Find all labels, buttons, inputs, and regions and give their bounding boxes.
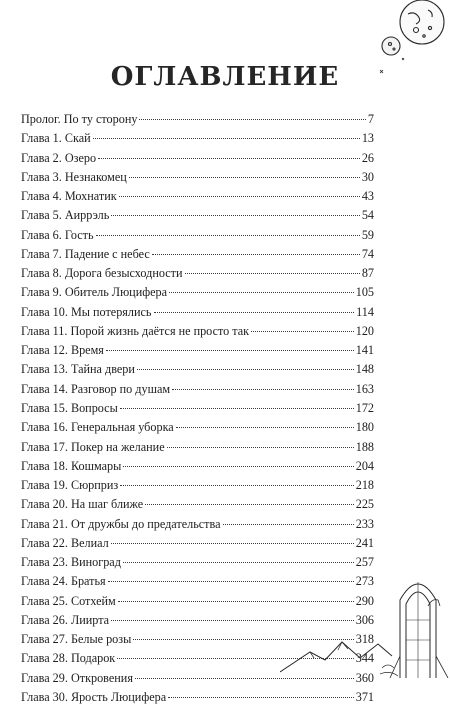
- toc-entry: [21, 380, 374, 399]
- toc-entry-title: Глава 27. Белые розы: [21, 632, 132, 647]
- toc-entry-page-number: 318: [355, 632, 374, 647]
- toc-dot-leader: [96, 235, 360, 236]
- toc-dot-leader: [185, 273, 360, 274]
- toc-entry: [21, 418, 374, 437]
- toc-entry-title: Глава 2. Озеро: [21, 150, 97, 165]
- toc-entry-title: Глава 15. Вопросы: [21, 400, 118, 415]
- toc-entry-title: Глава 19. Сюрприз: [21, 478, 119, 493]
- toc-entry-title: Глава 29. Откровения: [21, 670, 133, 685]
- toc-entry: [21, 322, 374, 341]
- toc-dot-leader: [98, 158, 360, 159]
- toc-dot-leader: [137, 369, 354, 370]
- toc-entry-page-number: 74: [361, 246, 374, 261]
- toc-entry-page-number: 233: [355, 516, 374, 531]
- toc-entry-page-number: 172: [355, 400, 374, 415]
- toc-entry: [21, 341, 374, 360]
- toc-entry-page-number: 7: [367, 112, 374, 126]
- toc-dot-leader: [145, 504, 354, 505]
- toc-entry: [21, 283, 374, 302]
- toc-entry: [21, 264, 374, 283]
- toc-dot-leader: [152, 254, 360, 255]
- toc-entry-page-number: 306: [355, 612, 374, 627]
- toc-dot-leader: [111, 215, 359, 216]
- toc-entry-page-number: 59: [361, 227, 374, 242]
- toc-entry-page-number: 13: [361, 131, 374, 146]
- toc-entry: [21, 495, 374, 514]
- toc-dot-leader: [176, 427, 354, 428]
- toc-entry: [21, 438, 374, 457]
- toc-entry: [21, 457, 374, 476]
- toc-entry-title: Глава 25. Сотхейм: [21, 593, 116, 608]
- toc-entry-page-number: 290: [355, 593, 374, 608]
- toc-entry-page-number: 148: [355, 362, 374, 377]
- toc-entry-title: Глава 14. Разговор по душам: [21, 381, 171, 396]
- toc-dot-leader: [251, 331, 354, 332]
- toc-dot-leader: [111, 543, 354, 544]
- toc-entry-page-number: 114: [356, 304, 374, 319]
- toc-dot-leader: [154, 312, 355, 313]
- toc-entry-title: Глава 26. Лиирта: [21, 612, 110, 627]
- toc-entry-title: Глава 22. Велиал: [21, 535, 109, 550]
- toc-entry-title: Глава 13. Тайна двери: [21, 362, 135, 377]
- page-title: ОГЛАВЛЕНИЕ: [110, 62, 340, 92]
- toc-entry-page-number: 180: [355, 420, 374, 435]
- toc-dot-leader: [106, 350, 354, 351]
- toc-entry-page-number: 105: [355, 285, 374, 300]
- toc-entry-page-number: 141: [355, 343, 374, 358]
- toc-entry-title: Глава 8. Дорога безысходности: [21, 266, 183, 281]
- toc-entry: [21, 226, 374, 245]
- toc-entry: [21, 187, 374, 206]
- toc-entry: [21, 688, 374, 707]
- toc-entry-page-number: 273: [355, 574, 374, 589]
- toc-dot-leader: [119, 196, 360, 197]
- toc-entry-title: Глава 3. Незнакомец: [21, 169, 127, 184]
- toc-entry: [21, 206, 374, 225]
- toc-entry-title: Глава 23. Виноград: [21, 555, 121, 570]
- toc-dot-leader: [168, 697, 354, 698]
- toc-entry-page-number: 360: [355, 670, 374, 685]
- toc-dot-leader: [129, 177, 360, 178]
- toc-entry-title: Глава 11. Порой жизнь даётся не просто так: [21, 323, 250, 338]
- toc-entry: [21, 534, 374, 553]
- toc-entry-page-number: 241: [355, 535, 374, 550]
- toc-entry-page-number: 120: [355, 323, 374, 338]
- toc-entry: [21, 110, 374, 129]
- toc-entry-page-number: 163: [355, 381, 374, 396]
- toc-entry: [21, 168, 374, 187]
- toc-entry: [21, 360, 374, 379]
- toc-entry-title: Глава 30. Ярость Люцифера: [21, 689, 167, 704]
- toc-entry: [21, 515, 374, 534]
- toc-entry: [21, 129, 374, 148]
- toc-entry-page-number: 54: [361, 208, 374, 223]
- toc-entry: [21, 149, 374, 168]
- toc-entry-title: Глава 17. Покер на желание: [21, 439, 165, 454]
- toc-entry-page-number: 26: [361, 150, 374, 165]
- toc-dot-leader: [167, 447, 354, 448]
- toc-entry: [21, 303, 374, 322]
- toc-entry-title: Глава 6. Гость: [21, 227, 94, 242]
- toc-dot-leader: [123, 466, 353, 467]
- toc-entry-page-number: 371: [355, 689, 374, 704]
- mountains-arches-illustration: [280, 560, 450, 678]
- toc-entry-title: Глава 1. Скай: [21, 131, 91, 146]
- toc-entry-page-number: 87: [361, 266, 374, 281]
- toc-entry-page-number: 257: [355, 555, 374, 570]
- toc-entry-title: Пролог. По ту сторону: [21, 112, 138, 126]
- toc-entry-page-number: 204: [355, 458, 374, 473]
- toc-entry-title: Глава 9. Обитель Люцифера: [21, 285, 168, 300]
- toc-entry: [21, 245, 374, 264]
- toc-dot-leader: [169, 292, 354, 293]
- toc-entry-title: Глава 7. Падение с небес: [21, 246, 150, 261]
- toc-dot-leader: [120, 408, 354, 409]
- toc-entry-title: Глава 5. Аиррэль: [21, 208, 110, 223]
- toc-entry-page-number: 30: [361, 169, 374, 184]
- toc-entry-page-number: 218: [355, 478, 374, 493]
- toc-dot-leader: [139, 119, 365, 120]
- toc-entry-title: Глава 10. Мы потерялись: [21, 304, 152, 319]
- toc-entry-page-number: 344: [355, 651, 374, 666]
- toc-entry: [21, 399, 374, 418]
- toc-entry-title: Глава 12. Время: [21, 343, 104, 358]
- toc-entry-title: Глава 16. Генеральная уборка: [21, 420, 174, 435]
- toc-entry-title: Глава 21. От дружбы до предательства: [21, 516, 221, 531]
- toc-entry-title: Глава 20. На шаг ближе: [21, 497, 144, 512]
- toc-dot-leader: [223, 524, 354, 525]
- toc-entry-title: Глава 4. Мохнатик: [21, 189, 117, 204]
- toc-entry-page-number: 43: [361, 189, 374, 204]
- toc-entry-title: Глава 24. Братья: [21, 574, 106, 589]
- toc-entry: [21, 476, 374, 495]
- toc-entry-page-number: 188: [355, 439, 374, 454]
- toc-dot-leader: [120, 485, 353, 486]
- toc-dot-leader: [172, 389, 354, 390]
- toc-dot-leader: [93, 138, 360, 139]
- toc-entry-page-number: 225: [355, 497, 374, 512]
- toc-entry-title: Глава 28. Подарок: [21, 651, 116, 666]
- toc-entry-title: Глава 18. Кошмары: [21, 458, 122, 473]
